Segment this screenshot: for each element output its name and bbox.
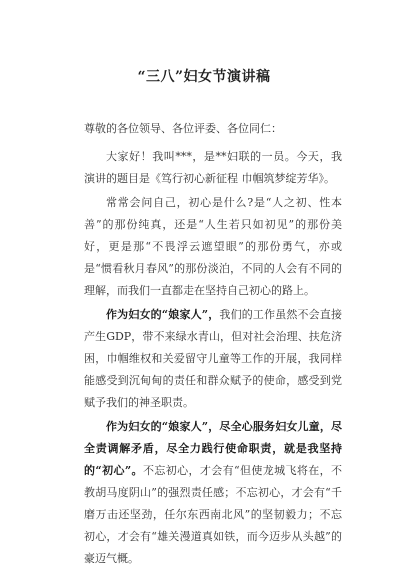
paragraph-4-lead: 作为妇女的“娘家人”，尽全心服务妇女儿童，尽全责调解矛盾，尽全力践行使命职责，就是我坚持的“初心”。: [84, 420, 342, 477]
paragraph-2: [84, 192, 342, 302]
paragraph-3: [84, 304, 342, 414]
paragraph-2-text: 常常会问自己，初心是什么?是“人之初、性本善”的那份纯真，还是“人生若只如初见”的那份美好，更是那“不畏浮云遮望眼”的那份勇气，亦或是“惯看秋月春风”的那份淡泊，不同的人会有不同的理解，而我们一直都走在坚持自己初心的路上。: [84, 196, 342, 297]
paragraph-1-text: 大家好！我叫***，是**妇联的一员。今天，我演讲的题目是《笃行初心新征程 巾帼筑梦绽芳华》。: [84, 150, 342, 185]
paragraph-4: [84, 416, 342, 570]
paragraph-4-text: 不忘初心，才会有“但使龙城飞将在，不教胡马度阴山”的强烈责任感；不忘初心，才会有“千磨万击还坚劲，任尔东西南北风”的坚韧毅力；不忘初心，才会有“雄关漫道真如铁，而今迈步从头越”的豪迈气概。: [84, 464, 343, 565]
document-body: [84, 118, 342, 570]
document-title: “三八”妇女节演讲稿: [137, 69, 271, 85]
paragraph-3-lead: 作为妇女的“娘家人”，: [106, 308, 220, 321]
paragraph-3-text: 我们的工作虽然不会直接产生GDP，带不来绿水青山，但对社会治理、扶危济困，巾帼维权和关爱留守儿童等工作的开展，我同样能感受到沉甸甸的责任和群众赋予的使命，感受到党赋予我们的神圣职责。: [84, 308, 342, 409]
paragraph-1: [84, 146, 342, 190]
salutation: 尊敬的各位领导、各位评委、各位同仁：: [84, 122, 282, 135]
